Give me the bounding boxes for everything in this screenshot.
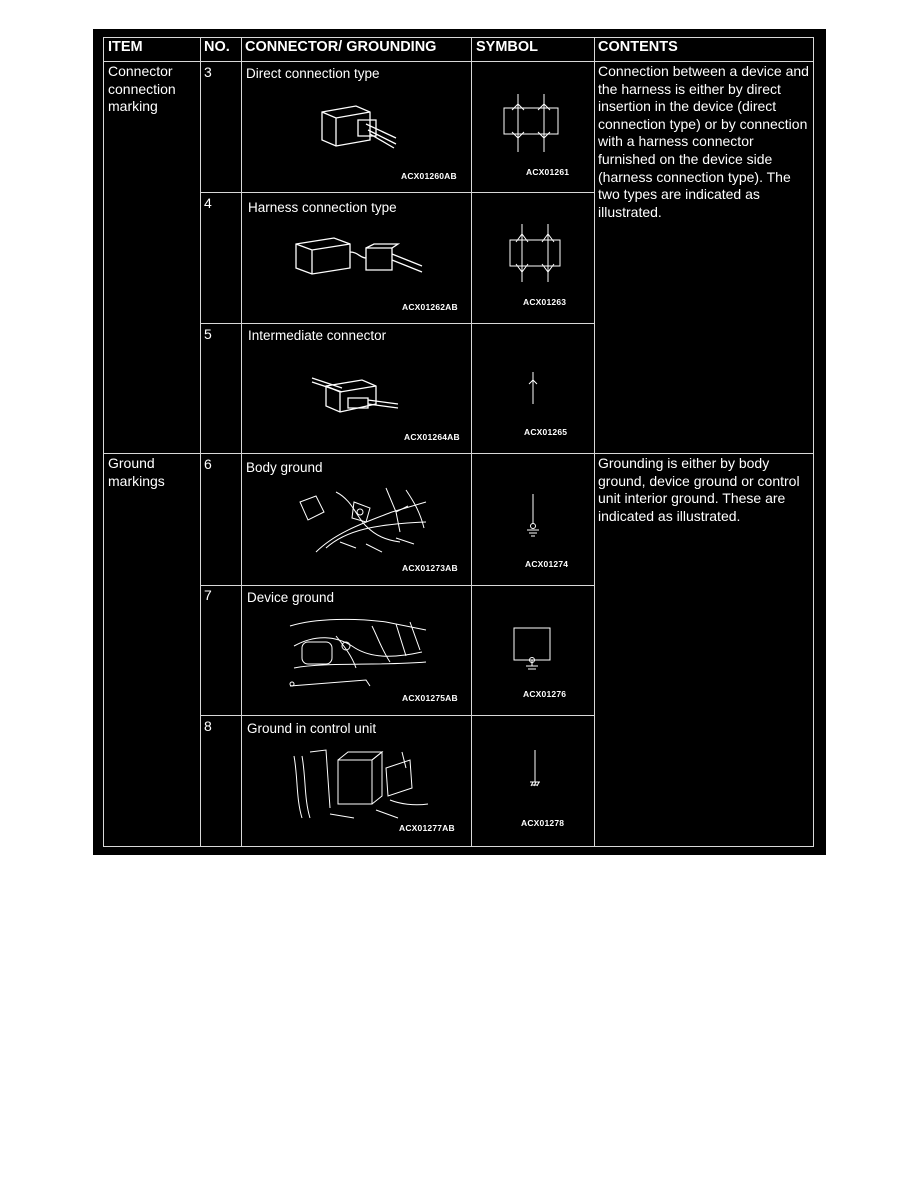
harness-connector-illustration xyxy=(294,234,424,280)
header-divider xyxy=(103,61,814,62)
row-number-7: 7 xyxy=(204,587,212,603)
row-number-4: 4 xyxy=(204,195,212,211)
row-number-8: 8 xyxy=(204,718,212,734)
symbol-code-acx01261: ACX01261 xyxy=(526,167,570,177)
intermediate-connector-illustration xyxy=(312,372,402,420)
table-border-right xyxy=(813,37,814,847)
illustration-code-acx01260ab: ACX01260AB xyxy=(401,171,457,181)
column-divider-connector xyxy=(241,37,242,847)
direct-connector-illustration xyxy=(318,102,398,154)
symbol-code-acx01276: ACX01276 xyxy=(523,689,567,699)
row-label-direct-connection: Direct connection type xyxy=(246,66,380,81)
table-border-left xyxy=(103,37,104,847)
header-symbol: SYMBOL xyxy=(476,39,539,55)
contents-connector-connection: Connection between a device and the harness is either by direct insertion in the device (direct connection type) or by connection with a harness connector furnished on the device side (harness connection type). The two types are indicated as illustrated. xyxy=(598,63,809,220)
control-unit-ground-illustration xyxy=(290,748,430,820)
row-label-ground-in-control-unit: Ground in control unit xyxy=(247,721,377,736)
harness-connection-symbol xyxy=(508,222,562,284)
item-connector-connection-marking: Connector connection marking xyxy=(108,63,176,115)
body-ground-illustration xyxy=(296,482,430,556)
header-contents: CONTENTS xyxy=(598,39,678,55)
row-label-device-ground: Device ground xyxy=(247,590,335,605)
row-label-intermediate-connector: Intermediate connector xyxy=(248,328,387,343)
column-divider-symbol xyxy=(471,37,472,847)
row-number-6: 6 xyxy=(204,456,212,472)
row-label-harness-connection: Harness connection type xyxy=(248,200,397,215)
item-ground-markings: Ground markings xyxy=(108,455,165,489)
symbol-code-acx01274: ACX01274 xyxy=(525,559,569,569)
illustration-code-acx01273ab: ACX01273AB xyxy=(402,563,458,573)
symbol-code-acx01278: ACX01278 xyxy=(521,818,565,828)
control-unit-ground-symbol xyxy=(528,750,542,792)
table-border-bottom xyxy=(103,846,814,847)
header-item: ITEM xyxy=(108,39,143,55)
row-divider-4-5 xyxy=(200,323,594,324)
contents-ground-markings: Grounding is either by body ground, device ground or control unit interior ground. These are indicated as illustrated. xyxy=(598,455,800,524)
body-ground-symbol xyxy=(524,492,542,540)
intermediate-connector-symbol xyxy=(526,370,540,406)
table-border-top xyxy=(103,37,814,38)
row-divider-7-8 xyxy=(200,715,594,716)
device-ground-illustration xyxy=(286,616,428,688)
direct-connection-symbol xyxy=(502,90,560,156)
row-divider-6-7 xyxy=(200,585,594,586)
row-number-3: 3 xyxy=(204,64,212,80)
column-divider-contents xyxy=(594,37,595,847)
row-number-5: 5 xyxy=(204,326,212,342)
row-label-body-ground: Body ground xyxy=(246,460,323,475)
header-connector-grounding: CONNECTOR/ GROUNDING xyxy=(245,39,437,55)
symbol-code-acx01265: ACX01265 xyxy=(524,427,568,437)
illustration-code-acx01275ab: ACX01275AB xyxy=(402,693,458,703)
illustration-code-acx01277ab: ACX01277AB xyxy=(399,823,455,833)
header-no: NO. xyxy=(204,39,230,55)
group-divider xyxy=(103,453,814,454)
column-divider-no xyxy=(200,37,201,847)
symbol-code-acx01263: ACX01263 xyxy=(523,297,567,307)
device-ground-symbol xyxy=(512,626,554,672)
illustration-code-acx01264ab: ACX01264AB xyxy=(404,432,460,442)
row-divider-3-4 xyxy=(200,192,594,193)
illustration-code-acx01262ab: ACX01262AB xyxy=(402,302,458,312)
